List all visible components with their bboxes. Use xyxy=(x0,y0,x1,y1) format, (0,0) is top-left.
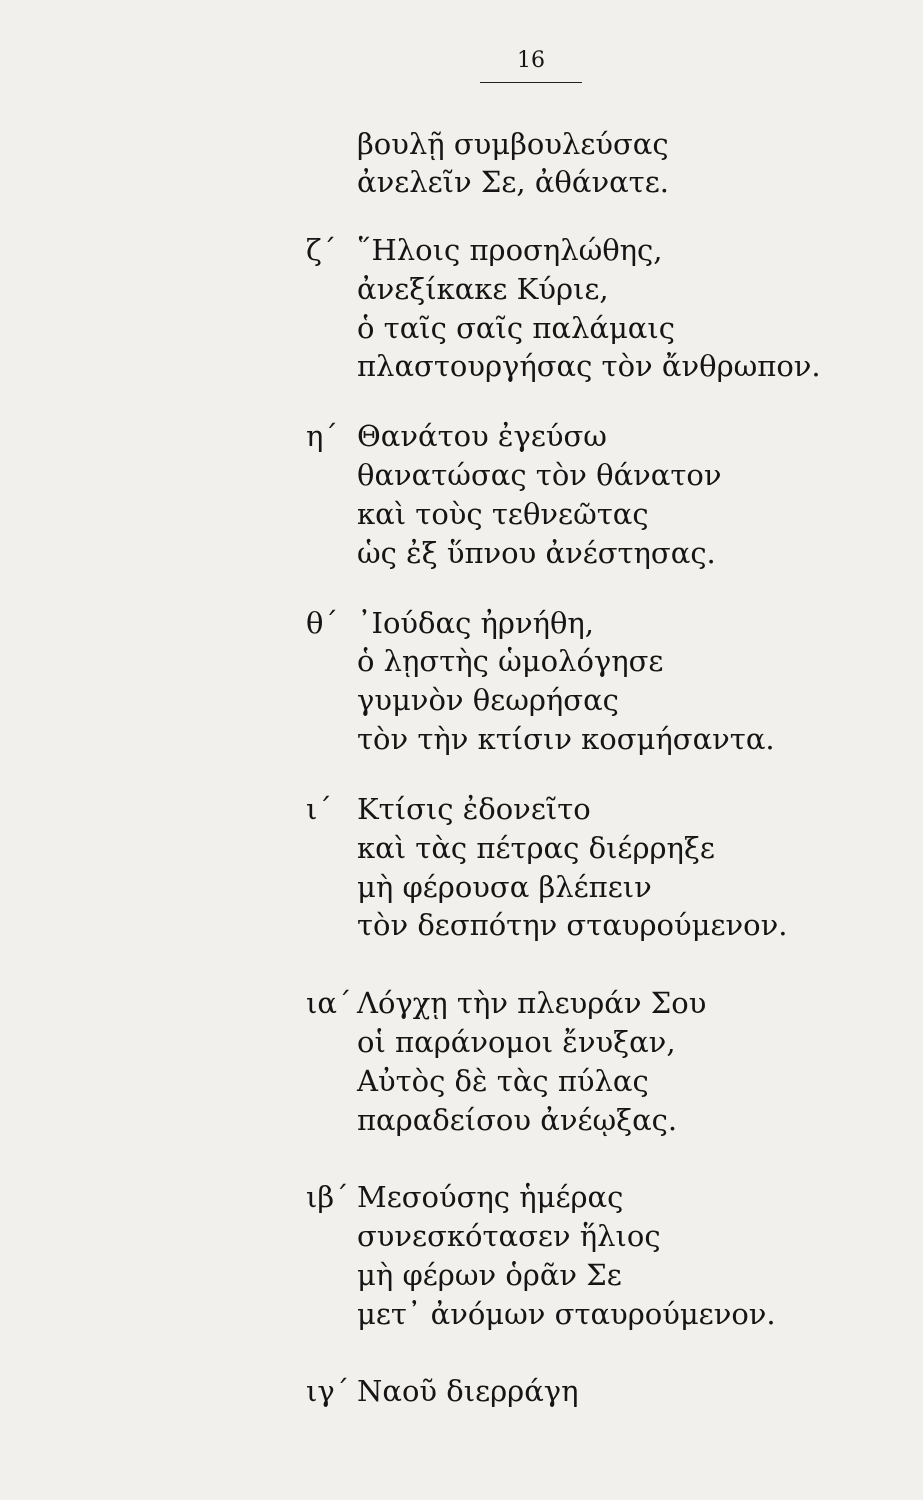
stanza-numeral: ια΄ xyxy=(306,986,352,1020)
verse-line: μὴ φέρων ὁρᾶν Σε xyxy=(357,1258,622,1292)
verse-line: παραδείσου ἀνέῳξας. xyxy=(357,1103,678,1137)
stanza-numeral: ιβ΄ xyxy=(306,1180,349,1214)
verse-line: ὡς ἐξ ὕπνου ἀνέστησας. xyxy=(357,536,716,570)
verse-line: πλαστουργήσας τὸν ἄνθρωπον. xyxy=(357,349,821,383)
verse-line: οἱ παράνομοι ἔνυξαν, xyxy=(357,1025,676,1059)
verse-line: ὁ ταῖς σαῖς παλάμαις xyxy=(357,311,675,345)
page-header xyxy=(480,48,582,83)
verse-line: καὶ τὰς πέτρας διέρρηξε xyxy=(357,831,715,865)
verse-line: τὸν δεσπότην σταυρούμενον. xyxy=(357,908,788,942)
verse-line: μὴ φέρουσα βλέπειν xyxy=(357,870,652,904)
verse-line: βουλῇ συμβουλεύσας xyxy=(357,127,669,161)
stanza-numeral: ζ΄ xyxy=(306,233,337,267)
verse-line: ᾿Ιούδας ἠρνήθη, xyxy=(357,606,595,640)
verse-line: Κτίσις ἐδονεῖτο xyxy=(357,792,591,826)
verse-line: ὁ λῃστὴς ὡμολόγησε xyxy=(357,644,664,678)
verse-line: γυμνὸν θεωρήσας xyxy=(357,683,619,717)
verse-line: συνεσκότασεν ἥλιος xyxy=(357,1219,661,1253)
verse-line: Θανάτου ἐγεύσω xyxy=(357,419,607,453)
verse-line: Μεσούσης ἡμέρας xyxy=(357,1180,624,1214)
verse-line: Ναοῦ διερράγη xyxy=(357,1374,579,1408)
page-number: 16 xyxy=(517,48,545,73)
verse-line: τὸν τὴν κτίσιν κοσμήσαντα. xyxy=(357,722,775,756)
verse-line: Λόγχῃ τὴν πλευράν Σου xyxy=(357,986,707,1020)
verse-line: μετ᾿ ἀνόμων σταυρούμενον. xyxy=(357,1297,776,1331)
verse-line: καὶ τοὺς τεθνεῶτας xyxy=(357,497,649,531)
stanza-numeral: ιγ΄ xyxy=(306,1374,350,1408)
header-rule xyxy=(480,82,582,83)
stanza-numeral: θ΄ xyxy=(306,606,338,640)
verse-line: θανατώσας τὸν θάνατον xyxy=(357,458,722,492)
stanza-numeral: ι΄ xyxy=(306,792,332,826)
verse-line: ἀνελεῖν Σε, ἀθάνατε. xyxy=(357,165,669,199)
verse-line: ἀνεξίκακε Κύριε, xyxy=(357,272,609,306)
verse-line: Αὐτὸς δὲ τὰς πύλας xyxy=(357,1064,649,1098)
verse-line: ῞Ηλοις προσηλώθης, xyxy=(357,233,663,267)
stanza-numeral: η΄ xyxy=(306,419,338,453)
